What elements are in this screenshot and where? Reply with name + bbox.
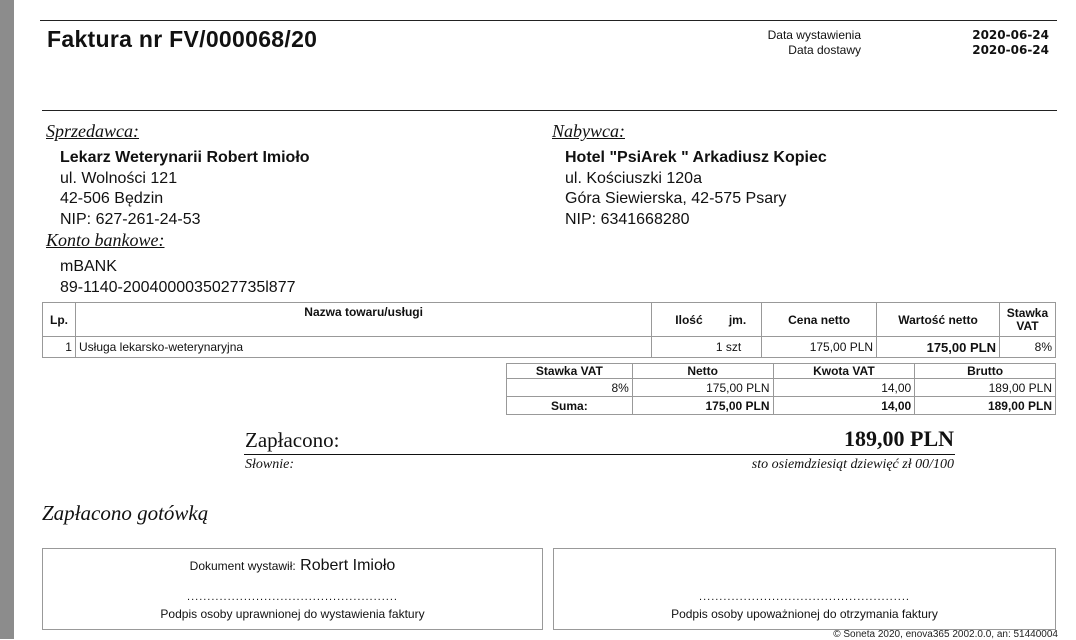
item-vat: 8% <box>999 337 1055 358</box>
amount-in-words: sto osiemdziesiąt dziewięć zł 00/100 <box>751 457 954 472</box>
seller-heading: Sprzedawca: <box>46 121 139 141</box>
issuer-signature-caption: Podpis osoby uprawnionej do wystawienia faktury <box>160 607 425 621</box>
page-edge <box>0 0 14 639</box>
bank-heading: Konto bankowe: <box>46 230 165 250</box>
buyer-street: ul. Kościuszki 120a <box>565 169 702 187</box>
item-value: 175,00 PLN <box>877 337 1000 358</box>
col-vat <box>999 303 1055 337</box>
buyer-city: Góra Siewierska, 42-575 Psary <box>565 190 787 207</box>
vat-col-rate: Stawka VAT <box>507 364 633 379</box>
table-row <box>507 379 1056 397</box>
delivery-date-label: Data dostawy <box>788 43 861 57</box>
col-value: Wartość netto <box>877 303 1000 337</box>
receiver-signature-box <box>553 548 1056 630</box>
issuer-signature-box <box>42 548 543 630</box>
bank-name: mBANK <box>60 258 117 275</box>
issuer-signature-line: .................................................... <box>187 591 398 603</box>
paid-label: Zapłacono: <box>245 428 340 452</box>
item-lp: 1 <box>43 337 76 358</box>
col-unit: jm. <box>728 312 747 327</box>
col-vat-line1: Stawka <box>1006 305 1049 320</box>
item-name: Usługa lekarsko-weterynaryjna <box>75 337 651 358</box>
seller-city: 42-506 Będzin <box>60 190 164 207</box>
buyer-name: Hotel "PsiArek " Arkadiusz Kopiec <box>565 149 827 166</box>
table-row <box>43 337 1056 358</box>
words-label: Słownie: <box>245 457 294 472</box>
delivery-date: 2020-06-24 <box>972 43 1049 57</box>
col-qty-unit <box>652 303 762 337</box>
vat-col-tax: Kwota VAT <box>773 364 915 379</box>
vat-sum-gross: 189,00 PLN <box>915 397 1056 415</box>
vat-table <box>506 363 1056 415</box>
paid-rule <box>244 454 955 455</box>
vat-tax: 14,00 <box>773 379 915 397</box>
item-price: 175,00 PLN <box>762 337 877 358</box>
seller-street: ul. Wolności 121 <box>60 169 178 187</box>
issuer-line <box>43 557 542 575</box>
buyer-heading: Nabywca: <box>552 121 625 141</box>
vat-sum-row <box>507 397 1056 415</box>
vat-sum-tax: 14,00 <box>773 397 915 415</box>
vat-net: 175,00 PLN <box>632 379 773 397</box>
vat-rate: 8% <box>507 379 633 397</box>
col-vat-line2: VAT <box>1016 318 1039 333</box>
bank-account: 89-1140-2004000035027735l877 <box>60 278 296 296</box>
col-lp: Lp. <box>43 303 76 337</box>
paid-amount: 189,00 PLN <box>844 426 954 451</box>
vat-sum-label: Suma: <box>507 397 633 415</box>
seller-name: Lekarz Weterynarii Robert Imioło <box>60 149 310 166</box>
vat-col-net: Netto <box>632 364 773 379</box>
items-table <box>42 302 1056 358</box>
col-price: Cena netto <box>762 303 877 337</box>
top-rule <box>40 20 1057 21</box>
col-name: Nazwa towaru/usługi <box>75 303 651 337</box>
items-header-row <box>43 303 1056 337</box>
issue-date: 2020-06-24 <box>972 28 1049 42</box>
seller-nip: NIP: 627-261-24-53 <box>60 210 201 228</box>
receiver-signature-line: .................................................... <box>699 591 910 603</box>
footer-note: © Soneta 2020, enova365 2002.0.0, an: 51440004 <box>833 629 1058 640</box>
bank-block <box>60 257 295 298</box>
header-rule <box>42 110 1057 111</box>
issuer-name: Robert Imioło <box>300 557 396 574</box>
payment-method: Zapłacono gotówką <box>42 501 209 525</box>
col-qty: Ilość <box>675 312 703 327</box>
invoice-title: Faktura nr FV/000068/20 <box>47 26 318 52</box>
item-qty: 1 szt <box>652 337 762 358</box>
vat-header-row <box>507 364 1056 379</box>
vat-gross: 189,00 PLN <box>915 379 1056 397</box>
receiver-signature-caption: Podpis osoby upoważnionej do otrzymania faktury <box>671 607 938 621</box>
seller-block <box>60 148 310 230</box>
issue-date-label: Data wystawienia <box>767 28 861 42</box>
buyer-block <box>565 148 827 230</box>
buyer-nip: NIP: 6341668280 <box>565 210 690 228</box>
vat-sum-net: 175,00 PLN <box>632 397 773 415</box>
issuer-prefix: Dokument wystawił: <box>189 559 296 573</box>
vat-col-gross: Brutto <box>915 364 1056 379</box>
